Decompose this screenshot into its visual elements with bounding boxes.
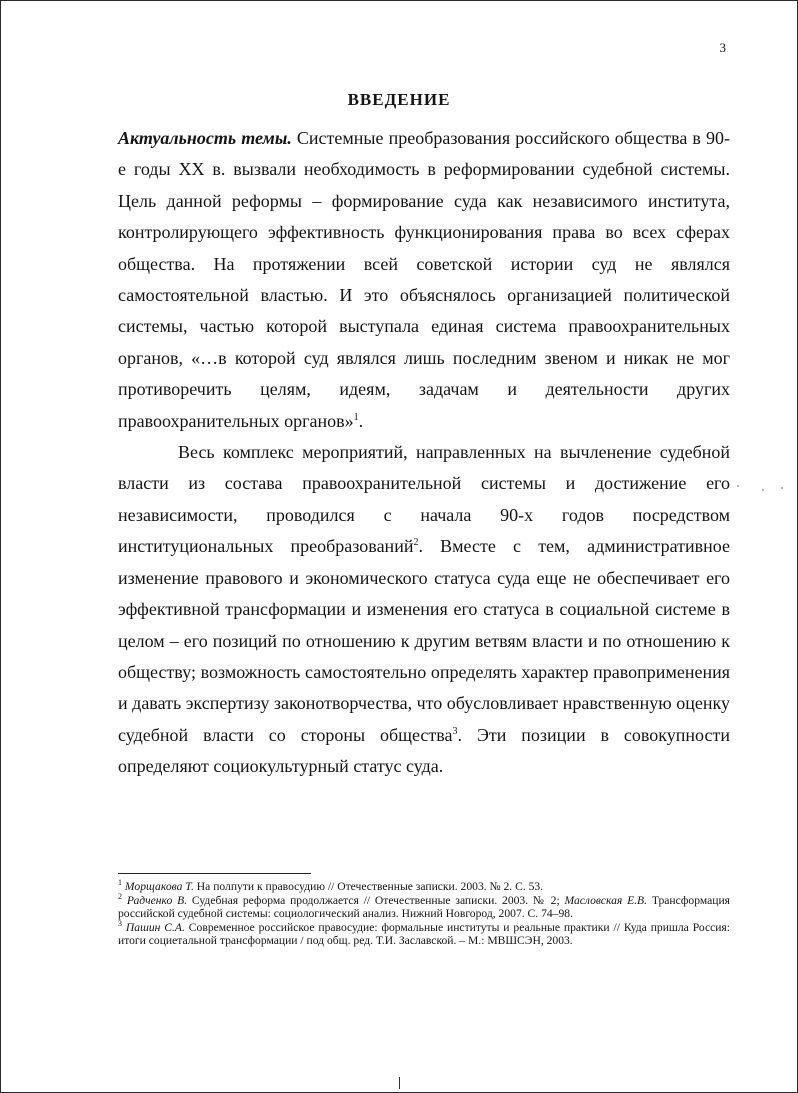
footnote-ref-1: 1 bbox=[353, 411, 359, 423]
paragraph-text: Системные преобразования российского общества в 90-е годы XX в. вызвали необходимость в реформировании судебной системы. Цель данной реформы – формирование суда как независимого института, контролирующего эффективность функционирования права во всех сферах общества. На протяжении всей советской истории суд не являлся самостоятельной властью. И это объяснялось организацией политической системы, частью которой выступала единая система правоохранительных органов, «…в которой суд являлся лишь последним звеном и никак не мог противоречить целям, идеям, задачам и деятельности других правоохранительных органов» bbox=[118, 128, 731, 431]
footnote-1 bbox=[118, 880, 730, 894]
paragraph-text: . bbox=[358, 410, 364, 431]
scan-speck bbox=[737, 485, 739, 487]
paragraph-lead: Актуальность темы. bbox=[118, 128, 292, 148]
scan-speck bbox=[781, 487, 783, 489]
scan-speck bbox=[762, 489, 764, 491]
paragraph-text: Весь комплекс мероприятий, направленных на вычленение судебной власти из состава правоохранительной системы и достижение его независимости, проводился с начала 90-х годов посредством институциональных преобразований bbox=[118, 442, 730, 557]
scan-mark bbox=[399, 1077, 400, 1089]
paragraph-relevance bbox=[118, 123, 730, 437]
footnote-text: Современное российское правосудие: формальные институты и реальные практики // Куда пришла Россия: итоги социетальной трансформации / под общ. ред. Т.И. Заславской. – М.: МВШСЭН, 2003. bbox=[118, 920, 730, 948]
footnote-text: Судебная реформа продолжается // Отечественные записки. 2003. № 2; bbox=[187, 893, 565, 907]
footnote-text: Трансформация российской судебной системы: социологический анализ. Нижний Новгород, 2007. С. 74–98. bbox=[118, 893, 730, 921]
paragraph-reform bbox=[118, 437, 730, 782]
footnote-author: Морщакова Т. bbox=[124, 880, 194, 893]
page-number: 3 bbox=[719, 40, 726, 55]
footnote-number: 2 bbox=[118, 891, 122, 901]
footnote-number: 1 bbox=[118, 878, 122, 888]
footnote-separator bbox=[118, 873, 311, 874]
footnote-3 bbox=[118, 918, 730, 948]
footnotes bbox=[118, 880, 730, 948]
footnote-text: На полпути к правосудию // Отечественные записки. 2003. № 2. С. 53. bbox=[193, 880, 544, 893]
footnote-author: Пашин С.А. bbox=[125, 920, 185, 934]
paragraph-text: . Вместе с тем, административное изменение правового и экономического статуса суда еще не обеспечивает его эффективной трансформации и изменения его статуса в социальной системе в целом – его позиций по отношению к другим ветвям власти и по отношению к обществу; возможность самостоятельно определять характер правоприменения и давать экспертизу законотворчества, что обусловливает нравственную оценку судебной власти со стороны общества bbox=[118, 536, 730, 745]
footnote-author: Масловская Е.В. bbox=[564, 893, 648, 907]
page-title: ВВЕДЕНИЕ bbox=[347, 90, 451, 109]
footnote-ref-3: 3 bbox=[452, 725, 458, 737]
body-text bbox=[118, 123, 730, 783]
footnote-ref-2: 2 bbox=[413, 537, 419, 549]
footnote-number: 3 bbox=[118, 918, 122, 928]
footnote-2 bbox=[118, 891, 730, 921]
paragraph-text: . Эти позиции в совокупности определяют социокультурный статус суда. bbox=[118, 724, 730, 777]
footnote-author: Радченко В. bbox=[126, 893, 188, 907]
